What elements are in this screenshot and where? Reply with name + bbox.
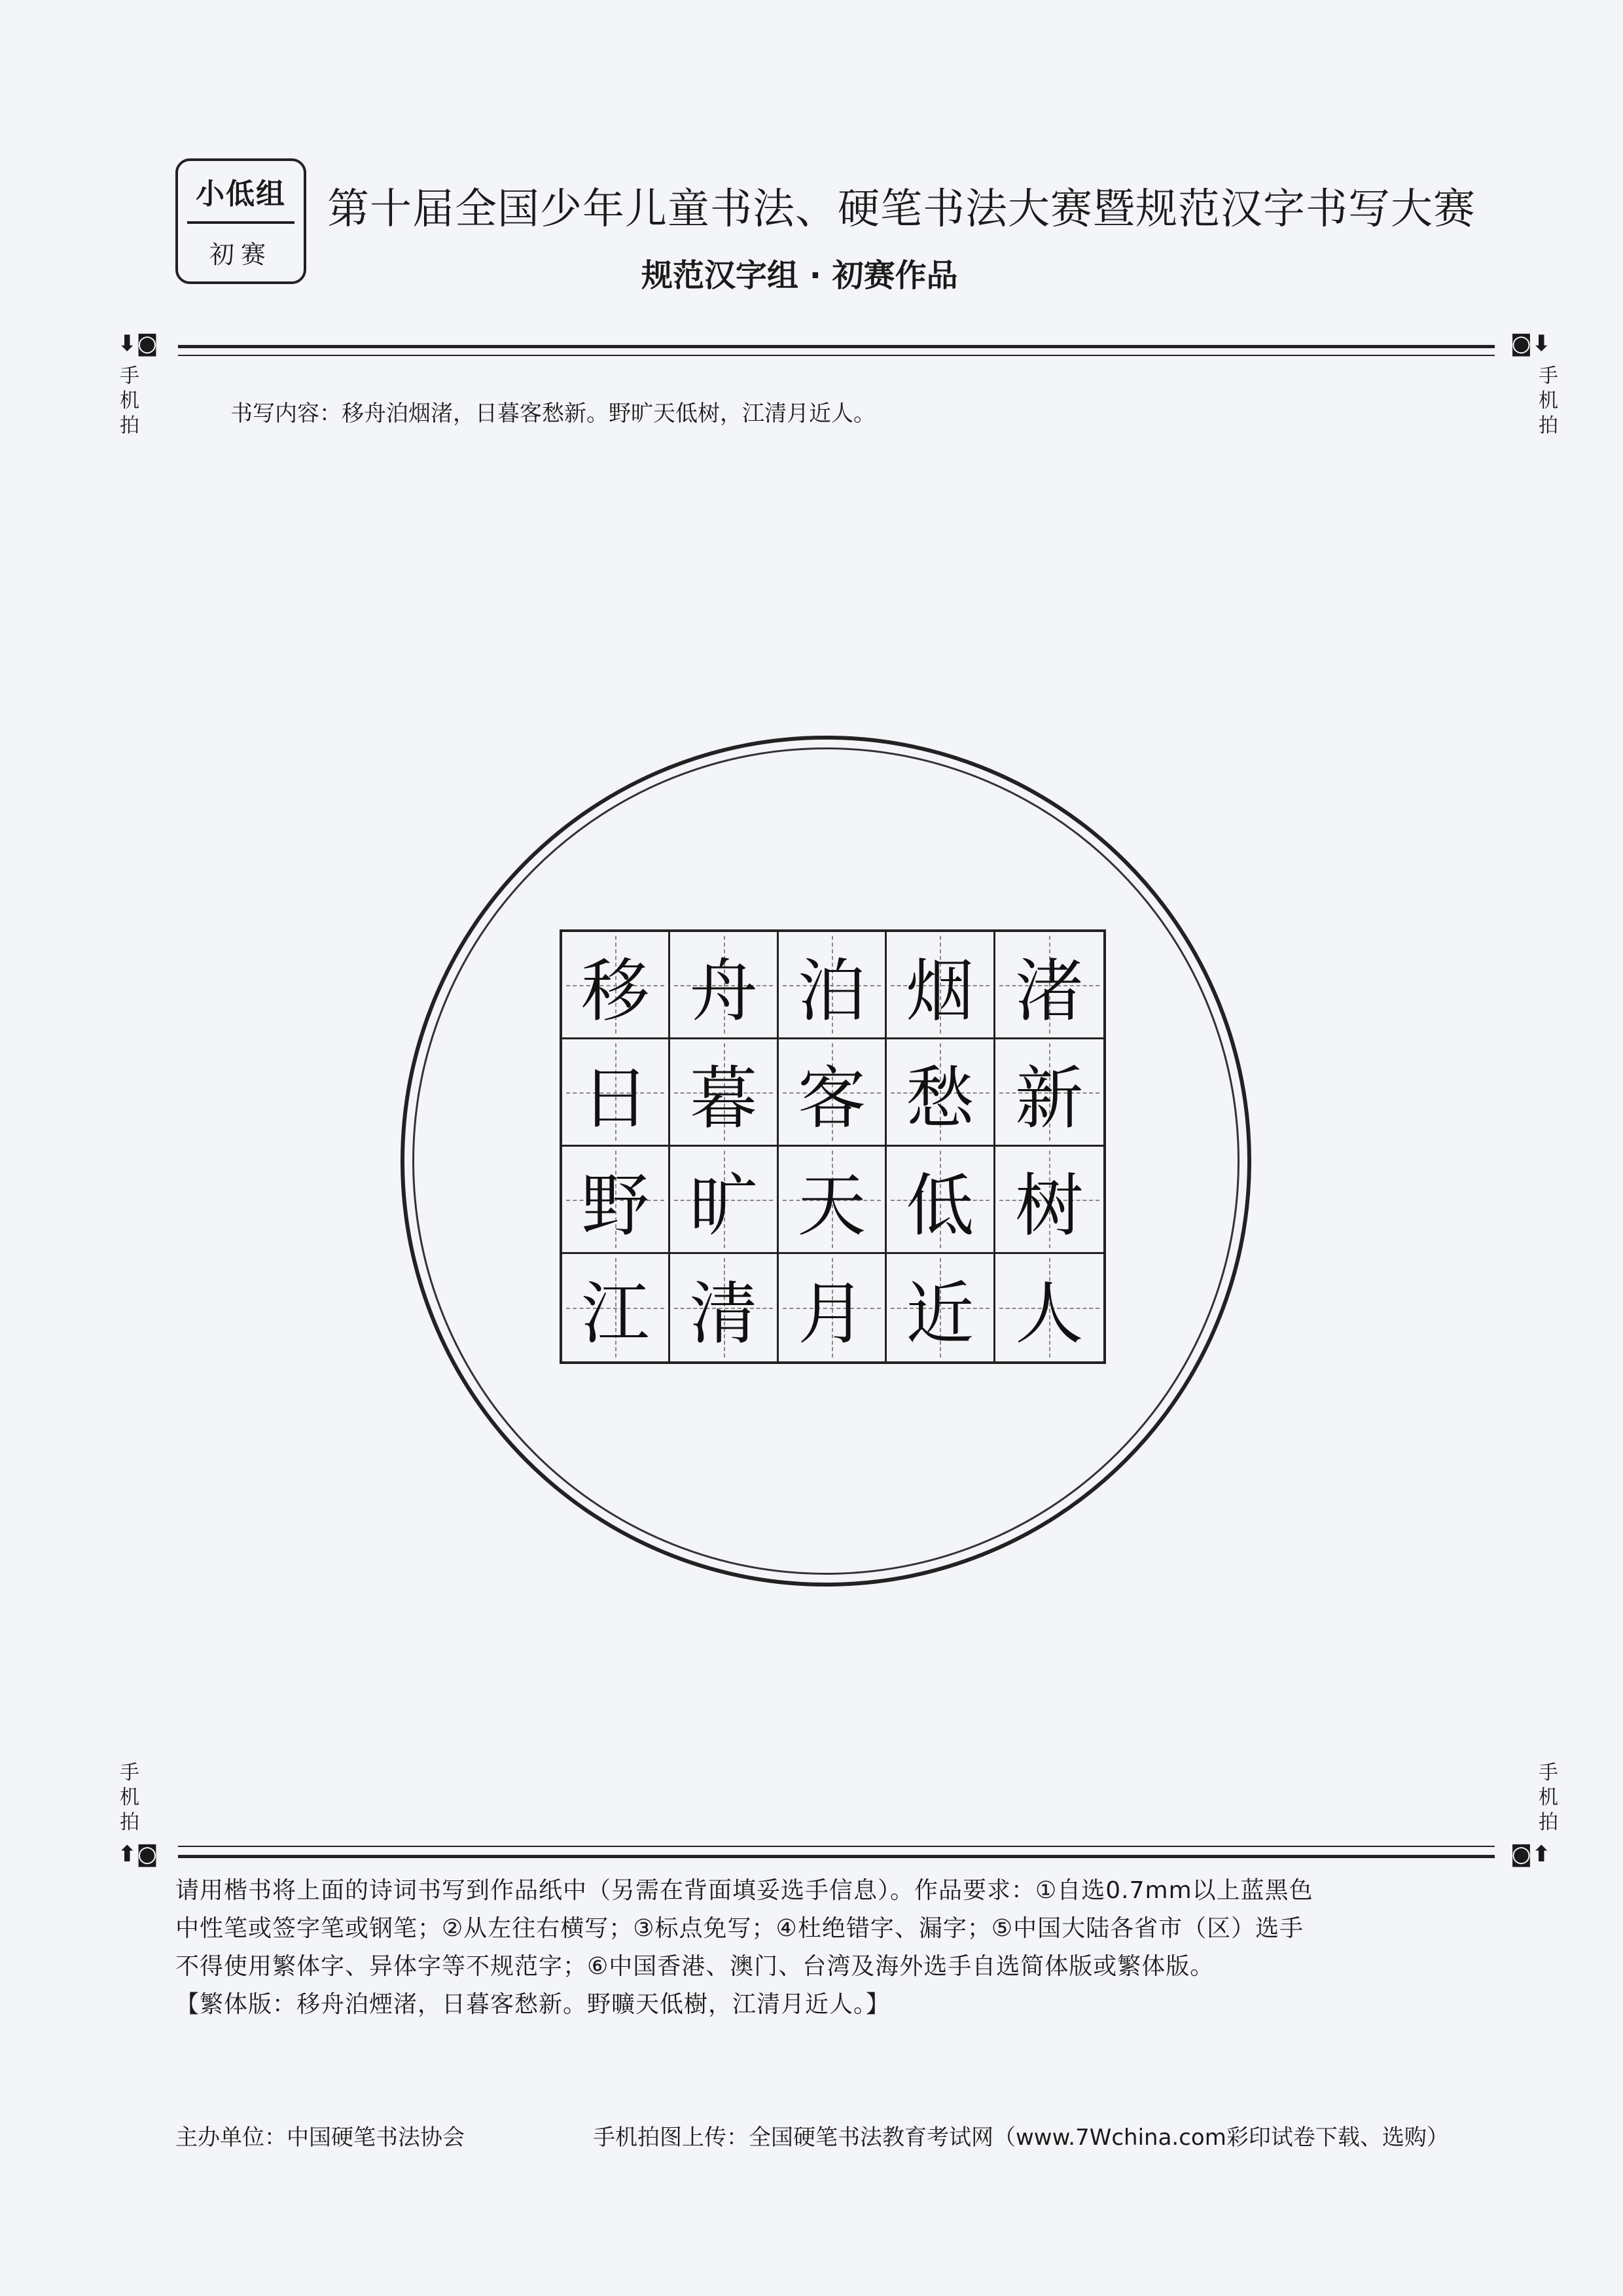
grid-cell: 人 <box>995 1254 1103 1361</box>
grid-cell: 天 <box>779 1147 887 1254</box>
grid-cell: 日 <box>562 1039 670 1147</box>
page-title: 第十届全国少年儿童书法、硬笔书法大赛暨规范汉字书写大赛 <box>327 185 1476 234</box>
top-rule-thin <box>178 355 1495 356</box>
camera-icon-bottom-right: ◙⬆ <box>1510 1841 1551 1867</box>
grid-cell: 烟 <box>887 932 995 1039</box>
top-rule-thick <box>178 345 1495 348</box>
grid-cell: 客 <box>779 1039 887 1147</box>
side-label-top-right: 手机拍 <box>1539 365 1558 437</box>
instruction-line: 请用楷书将上面的诗词书写到作品纸中（另需在背面填妥选手信息）。作品要求：①自选0.7mm以上蓝黑色 <box>175 1877 1313 1904</box>
organizer-text: 主办单位：中国硬笔书法协会 <box>175 2125 465 2151</box>
camera-icon-bottom-left: ⬆◙ <box>118 1841 158 1867</box>
upload-text: 手机拍图上传：全国硬笔书法教育考试网（www.7Wchina.com彩印试卷下载、选购） <box>593 2125 1449 2151</box>
grid-cell: 江 <box>562 1254 670 1361</box>
camera-icon-top-left: ⬇◙ <box>118 331 158 357</box>
grid-cell: 清 <box>670 1254 778 1361</box>
badge-divider <box>187 221 294 224</box>
writing-grid <box>560 929 1106 1364</box>
grid-cell: 移 <box>562 932 670 1039</box>
instruction-line: 中性笔或签字笔或钢笔；②从左往右横写；③标点免写；④杜绝错字、漏字；⑤中国大陆各省市（区）选手 <box>175 1915 1304 1942</box>
grid-cell: 月 <box>779 1254 887 1361</box>
camera-icon-top-right: ◙⬇ <box>1510 331 1551 357</box>
instruction-line: 【繁体版：移舟泊煙渚，日暮客愁新。野曠天低樹，江清月近人。】 <box>175 1991 891 2018</box>
grid-cell: 近 <box>887 1254 995 1361</box>
grid-cell: 舟 <box>670 932 778 1039</box>
page-subtitle: 规范汉字组 · 初赛作品 <box>641 257 958 294</box>
side-label-bottom-right: 手机拍 <box>1539 1761 1558 1834</box>
instructions-block <box>175 1872 1491 2024</box>
bottom-rule-thick <box>178 1855 1495 1858</box>
grid-cell: 泊 <box>779 932 887 1039</box>
writing-content: 书写内容：移舟泊烟渚，日暮客愁新。野旷天低树，江清月近人。 <box>230 401 876 427</box>
side-label-bottom-left: 手机拍 <box>120 1761 139 1834</box>
grid-cell: 野 <box>562 1147 670 1254</box>
badge-group-label: 小低组 <box>196 177 286 211</box>
side-label-top-left: 手机拍 <box>120 365 139 437</box>
grid-cell: 渚 <box>995 932 1103 1039</box>
grid-cell: 新 <box>995 1039 1103 1147</box>
bottom-rule-thin <box>178 1846 1495 1847</box>
grid-cell: 树 <box>995 1147 1103 1254</box>
grid-cell: 旷 <box>670 1147 778 1254</box>
grid-cell: 暮 <box>670 1039 778 1147</box>
grid-cell: 低 <box>887 1147 995 1254</box>
instruction-line: 不得使用繁体字、异体字等不规范字；⑥中国香港、澳门、台湾及海外选手自选简体版或繁体版。 <box>175 1953 1215 1980</box>
grid-cell: 愁 <box>887 1039 995 1147</box>
badge-stage-label: 初赛 <box>209 240 272 269</box>
group-badge <box>175 158 306 284</box>
